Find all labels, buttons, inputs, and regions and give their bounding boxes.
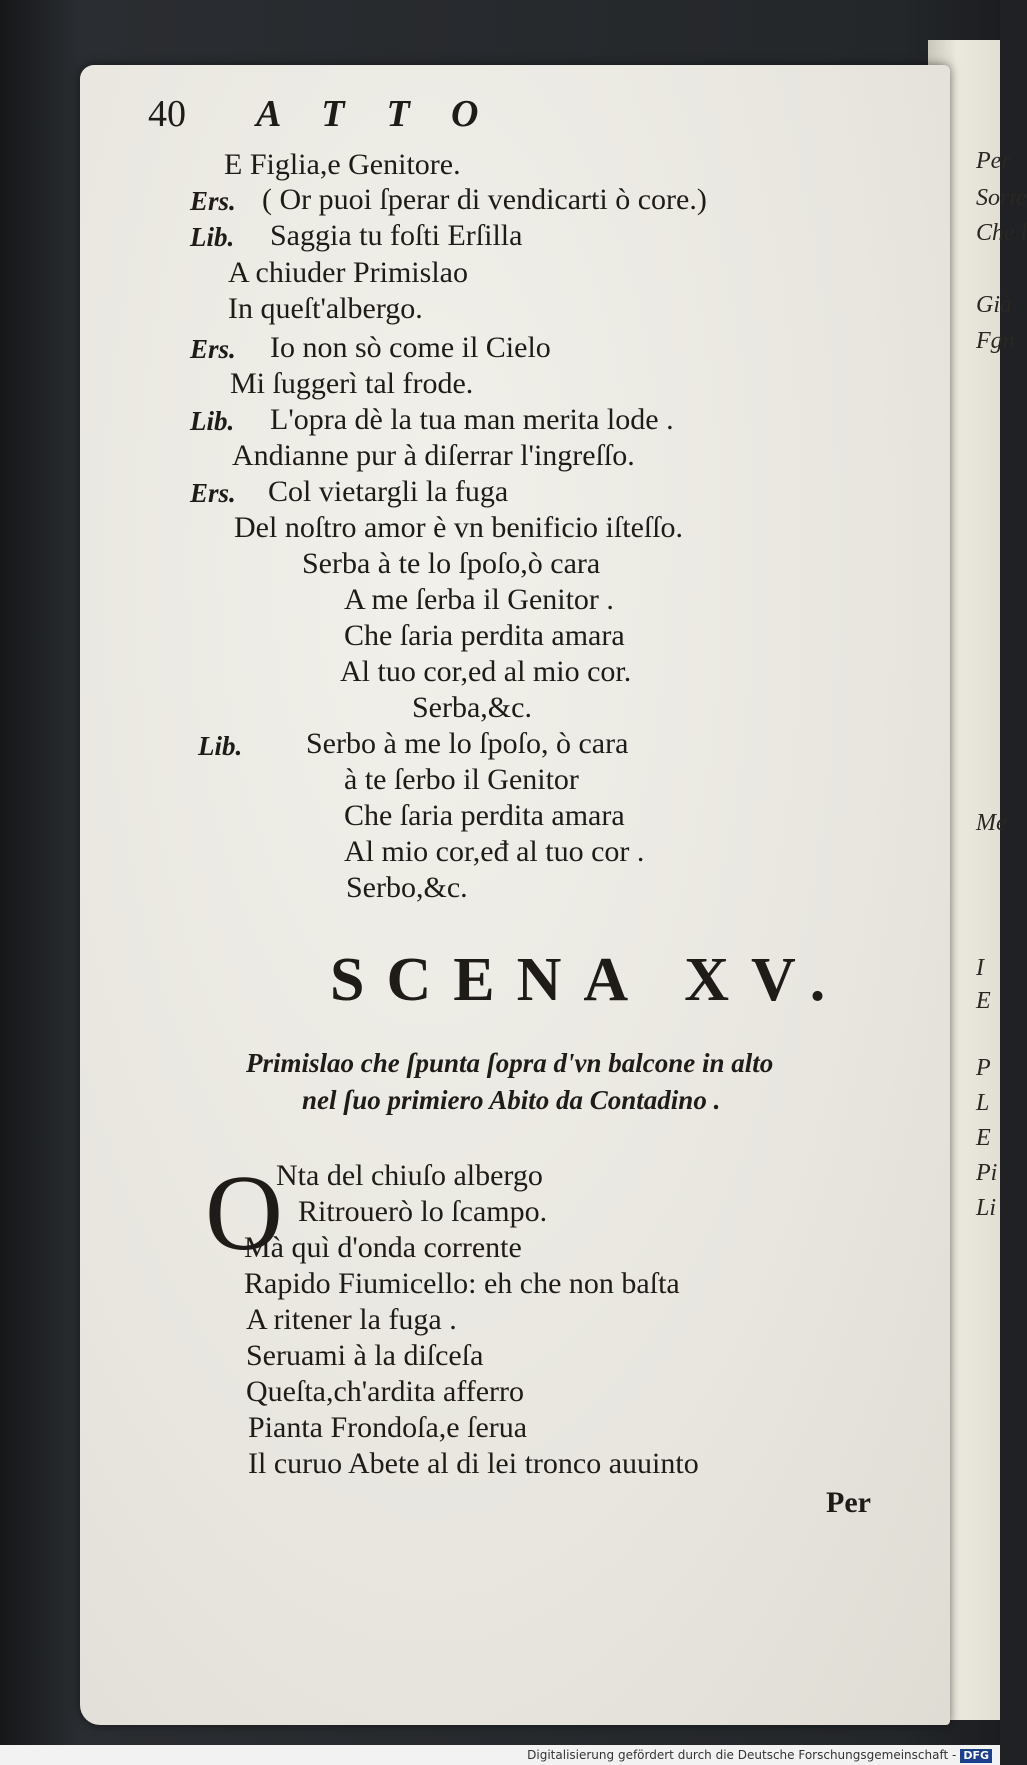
stage-direction: nel ſuo primiero Abito da Contadino .	[302, 1085, 721, 1115]
verse-line: ( Or puoi ſperar di vendicarti ò core.)	[262, 183, 707, 216]
verse-line: Queſta,ch'ardita afferro	[246, 1375, 525, 1408]
verse-line: Pianta Frondoſa,e ſerua	[248, 1411, 528, 1444]
catchword: Per	[826, 1486, 871, 1519]
facing-page-fragment: I	[976, 955, 984, 981]
facing-page-fragment: E	[976, 988, 991, 1014]
verse-line: A chiuder Primislao	[228, 256, 468, 289]
verse-line: à te ſerbo il Genitor	[344, 763, 579, 796]
verse-line: Mà quì d'onda corrente	[244, 1231, 522, 1264]
facing-page-fragment: Sorte	[976, 185, 1027, 211]
verse-line: A me ſerba il Genitor .	[344, 583, 614, 616]
verse-line: Io non sò come il Cielo	[270, 331, 551, 364]
verse-line: E Figlia,e Genitore.	[224, 148, 461, 181]
verse-line: Ritrouerò lo ſcampo.	[298, 1195, 548, 1228]
facing-page-fragment: Già	[976, 292, 1012, 318]
stage-direction: Primislao che ſpunta ſopra d'vn balcone in alto	[246, 1048, 774, 1078]
facing-page-fragment: Che l	[976, 220, 1027, 246]
facing-page-fragment: Pi	[976, 1160, 998, 1186]
verse-line: Seruami à la diſceſa	[246, 1339, 484, 1372]
verse-line: Andianne pur à diſerrar l'ingreſſo.	[232, 439, 635, 472]
running-header	[148, 92, 520, 136]
speaker-label: Lib.	[190, 222, 235, 252]
verse-line: In queſt'albergo.	[228, 292, 423, 325]
verse-line: Serba à te lo ſpoſo,ò cara	[302, 547, 601, 580]
verse-line: Col vietargli la fuga	[268, 475, 509, 508]
verse-line: Al mio cor,eđ al tuo cor .	[344, 835, 645, 868]
speaker-label: Ers.	[190, 334, 236, 364]
facing-page-fragment: Li	[976, 1195, 997, 1221]
speaker-label: Ers.	[190, 186, 236, 216]
verse-line: Serbo,&c.	[346, 871, 468, 904]
facing-page-fragment: E	[976, 1125, 991, 1151]
verse-line: Saggia tu foſti Erſilla	[270, 219, 523, 252]
running-title: ATTO	[256, 93, 521, 135]
verse-line: Nta del chiuſo albergo	[276, 1159, 543, 1192]
dfg-logo: DFG	[960, 1749, 992, 1763]
verse-line: Che ſaria perdita amara	[344, 799, 625, 832]
verse-line: Serbo à me lo ſpoſo, ò cara	[306, 727, 629, 760]
verse-line: Del noſtro amor è vn benificio iſteſſo.	[234, 511, 684, 544]
speaker-label: Lib.	[190, 406, 235, 436]
facing-page-fragment: P	[976, 1055, 991, 1081]
verse-line: Il curuo Abete al di lei tronco auuinto	[248, 1447, 699, 1480]
facing-page-fragment: L	[976, 1090, 990, 1116]
facing-page-fragment: Me	[976, 810, 1007, 836]
facing-page-fragment: Fgn	[976, 328, 1015, 354]
verse-line: Mi ſuggerì tal frode.	[230, 367, 474, 400]
verse-line: Rapido Fiumicello: eh che non baſta	[244, 1267, 680, 1300]
footer-credit: Digitalisierung gefördert durch die Deutsche Forschungsgemeinschaft -	[527, 1748, 957, 1762]
speaker-label: Lib.	[198, 731, 243, 761]
digitization-footer	[0, 1745, 1000, 1765]
scene-heading: SCENA XV.	[330, 946, 848, 1014]
verse-line: A ritener la fuga .	[246, 1303, 457, 1336]
verse-line: Che ſaria perdita amara	[344, 619, 625, 652]
verse-line: L'opra dè la tua man merita lode .	[270, 403, 674, 436]
speaker-label: Ers.	[190, 478, 236, 508]
facing-page-fragment: Per	[976, 148, 1011, 174]
verse-line: Al tuo cor,ed al mio cor.	[340, 655, 632, 688]
verse-line: Serba,&c.	[412, 691, 532, 724]
page-number: 40	[148, 93, 186, 135]
drop-cap: O	[205, 1154, 283, 1273]
